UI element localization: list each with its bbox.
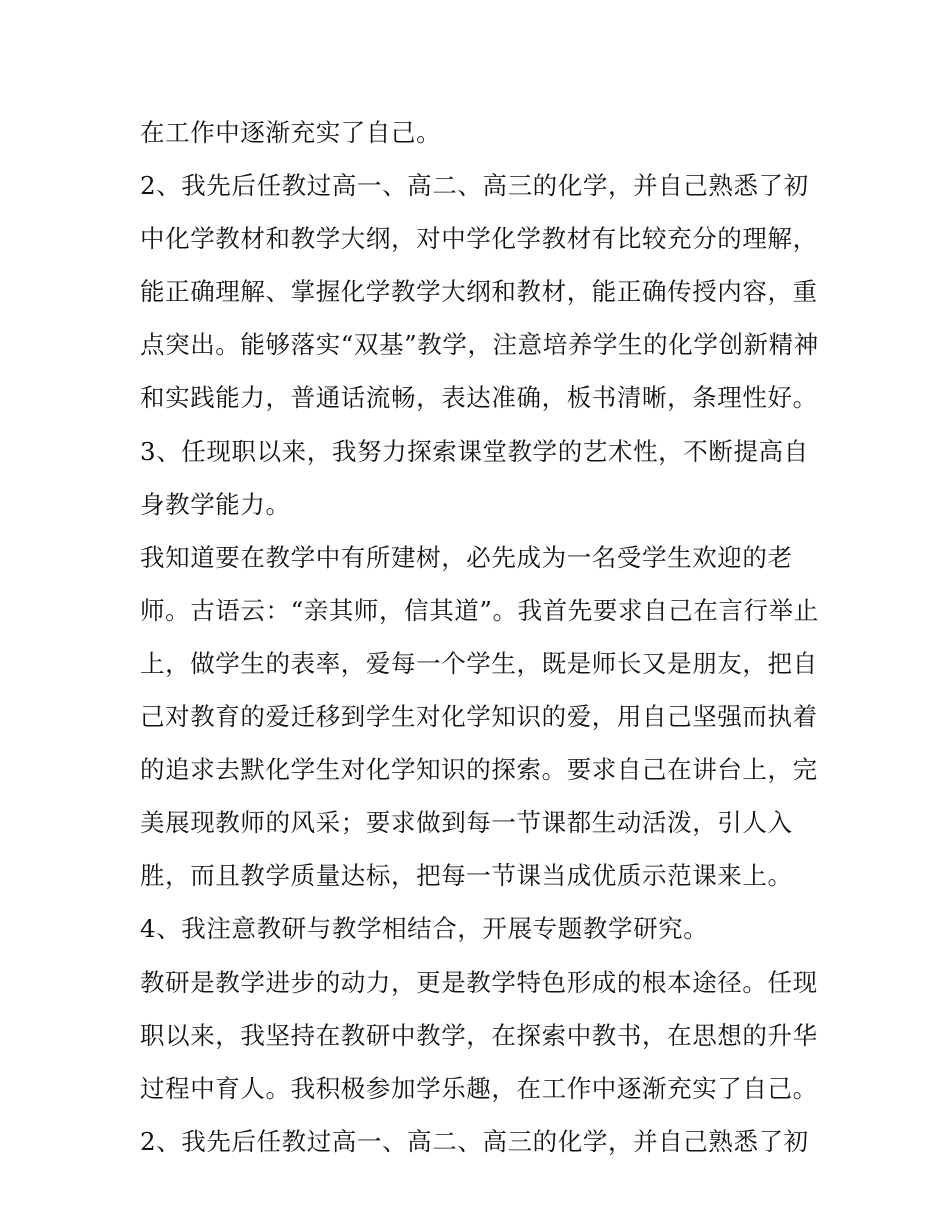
text-line: 4、我注意教研与教学相结合，开展专题教学研究。 <box>140 914 709 944</box>
text-line: 在工作中逐渐充实了自己。 <box>140 118 442 147</box>
text-line: 和实践能力，普通话流畅，表达准确，板书清晰，条理性好。 <box>140 383 818 413</box>
text-line: 过程中育人。我积极参加学乐趣，在工作中逐渐充实了自己。 <box>140 1073 818 1103</box>
text-line: 教研是教学进步的动力，更是教学特色形成的根本途径。任现 <box>140 967 818 997</box>
text-line: 的追求去默化学生对化学知识的探索。要求自己在讲台上，完 <box>140 755 818 785</box>
text-line: 师。古语云：“亲其师，信其道”。我首先要求自己在言行举止 <box>140 595 819 625</box>
text-line: 2、我先后任教过高一、高二、高三的化学，并自己熟悉了初 <box>140 1126 809 1156</box>
text-line: 能正确理解、掌握化学教学大纲和教材，能正确传授内容，重 <box>140 277 818 307</box>
text-line: 中化学教材和教学大纲，对中学化学教材有比较充分的理解， <box>140 224 818 254</box>
body-text <box>140 106 820 1168</box>
text-line: 美展现教师的风采；要求做到每一节课都生动活泼，引人入 <box>140 808 793 838</box>
text-line: 己对教育的爱迁移到学生对化学知识的爱，用自己坚强而执着 <box>140 702 818 732</box>
text-line: 上，做学生的表率，爱每一个学生，既是师长又是朋友，把自 <box>140 648 818 678</box>
text-line: 2、我先后任教过高一、高二、高三的化学，并自己熟悉了初 <box>140 171 809 201</box>
text-line: 我知道要在教学中有所建树，必先成为一名受学生欢迎的老 <box>140 542 793 572</box>
text-line: 点突出。能够落实“双基”教学，注意培养学生的化学创新精神 <box>140 330 819 360</box>
text-line: 职以来，我坚持在教研中教学，在探索中教书，在思想的升华 <box>140 1020 818 1050</box>
text-line: 3、任现职以来，我努力探索课堂教学的艺术性，不断提高自 <box>140 436 809 466</box>
text-line: 胜，而且教学质量达标，把每一节课当成优质示范课来上。 <box>140 861 793 891</box>
text-line: 身教学能力。 <box>140 489 291 519</box>
